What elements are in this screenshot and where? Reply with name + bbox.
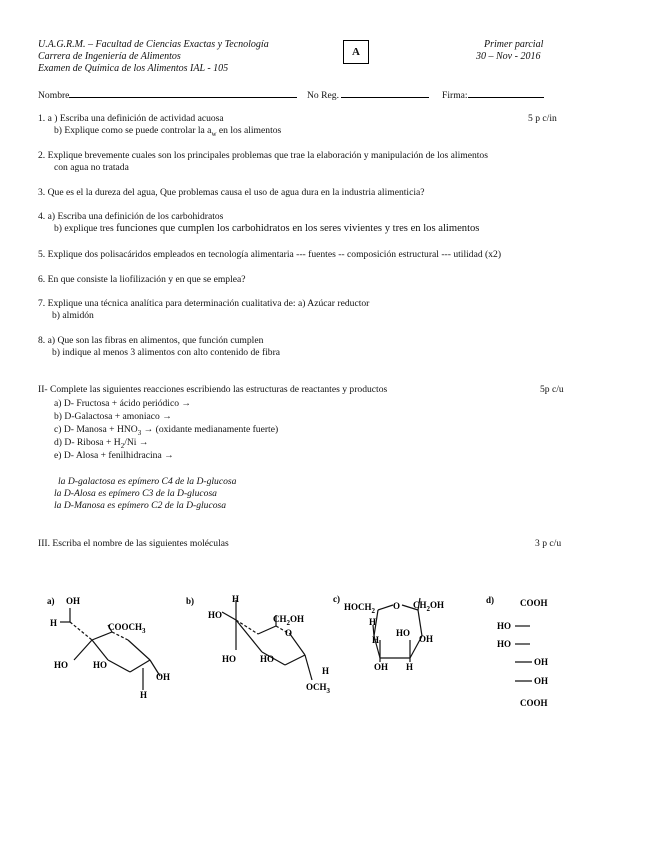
molecule-c-ho: HO [396,628,411,638]
q1a: 1. a ) Escriba una definición de actividad acuosa [38,113,224,124]
molecule-b-och: $OCH_3$ [306,682,331,695]
q5: 5. Explique dos polisacáridos empleados en tecnología alimentaria --- fuentes -- composición estructural --- utilidad (x2) [38,249,502,260]
q4b-text: b) explique tres [54,223,114,234]
molecule-a-ho1: HO [54,660,69,670]
molecule-a-cooch: $COOCH_3$ [108,622,146,635]
molecule-b-ho2: HO [260,654,275,664]
molecule-a-label: a) [47,596,55,606]
molecule-a-oh: OH [156,672,171,682]
reaction-e: e) D- Alosa + fenilhidracina → [54,450,174,461]
molecule-c-oh2: OH [374,662,389,672]
molecule-a-structure [60,608,160,690]
molecule-b-ch2oh: $CH_2OH$ [273,614,305,627]
career-line: Carrera de Ingeniería de Alimentos [38,51,181,62]
reaction-a: a) D- Fructosa + ácido periódico → [54,398,192,409]
q4a: 4. a) Escriba una definición de los carbohidratos [38,211,224,222]
molecule-b-structure [222,600,312,680]
molecule-c-hoch: $HOCH_2$ [344,602,376,615]
note-mannose: la D-Manosa es epímero C2 de la D-glucosa [54,500,227,511]
reaction-c-post: → (oxidante medianamente fuerte) [141,424,279,435]
q1-points: 5 p c/in [528,113,557,124]
molecule-d-r4: OH [534,676,549,686]
section2-title: II- Complete las siguientes reacciones escribiendo las estructuras de reactantes y productos [38,384,388,395]
molecule-d-structure [515,626,532,681]
q3: 3. Que es el la dureza del agua, Que problemas causa el uso de agua dura en la industria alimenticia? [38,187,425,198]
molecule-a-ho2: HO [93,660,108,670]
q2a: 2. Explique brevemente cuales son los principales problemas que trae la elaboración y manipulación de los alimentos [38,150,488,161]
q6: 6. En que consiste la liofilización y en que se emplea? [38,274,246,285]
molecule-c-h3: H [406,662,414,672]
molecule-b-label: b) [186,596,195,606]
molecule-a-h: H [50,618,58,628]
molecule-b-ho-top: HO [208,610,223,620]
reaction-b: b) D-Galactosa + amoniaco → [54,411,172,422]
q4b-large-text: funciones que cumplen los carbohidratos en los seres vivientes y tres en los alimentos [116,223,480,234]
exam-type: Primer parcial [484,39,544,50]
exam-date: 30 – Nov - 2016 [476,51,541,62]
molecule-c-h2: H [372,635,380,645]
molecule-d-r3: OH [534,657,549,667]
molecule-c-o: O [393,601,401,611]
note-galactose: la D-galactosa es epímero C4 de la D-glucosa [58,476,237,487]
molecule-c-h1: H [369,617,377,627]
reaction-c-sub: 3 [137,428,142,437]
q1b-text: b) Explique como se puede controlar la a [54,125,212,136]
reaction-d-sub: 2 [120,441,125,450]
q2b: con agua no tratada [54,162,129,173]
section3-title: III. Escriba el nombre de las siguientes moléculas [38,538,229,549]
reg-label: No Reg. [307,90,339,101]
molecule-c-ch2oh: $CH_2OH$ [413,600,445,613]
name-label: Nombre [38,90,70,101]
q8a: 8. a) Que son las fibras en alimentos, que función cumplen [38,335,264,346]
molecule-d-bottom: COOH [520,698,548,708]
molecule-c-oh1: OH [419,634,434,644]
section2-points: 5p c/u [540,384,564,395]
q1b-end: en los alimentos [216,125,282,136]
molecule-a-oh-top: OH [66,596,81,606]
molecule-b-o: O [285,628,293,638]
note-alose: la D-Alosa es epímero C3 de la D-glucosa [54,488,217,499]
q8b: b) indique al menos 3 alimentos con alto contenido de fibra [52,347,281,358]
section3-points: 3 p c/u [535,538,562,549]
reaction-d-post: /Ni → [124,437,149,448]
molecule-d-r1: HO [497,621,512,631]
exam-version-box: A [343,40,369,64]
q1b-subscript: w [211,129,217,138]
molecule-b-h2: H [322,666,330,676]
molecule-a-h2: H [140,690,148,700]
reaction-d-pre: d) D- Ribosa + H [54,437,121,448]
molecule-d-top: COOH [520,598,548,608]
reaction-c-pre: c) D- Manosa + HNO [54,424,138,435]
molecule-b-ho1: HO [222,654,237,664]
sign-label: Firma: [442,90,468,101]
molecule-d-r2: HO [497,639,512,649]
q7a: 7. Explique una técnica analítica para determinación cualitativa de: a) Azúcar reductor [38,298,370,309]
exam-line: Examen de Química de los Alimentos IAL - 105 [38,63,229,74]
molecule-b-h: H [232,594,240,604]
institution-line: U.A.G.R.M. – Facultad de Ciencias Exactas y Tecnología [38,39,269,50]
q7b: b) almidón [52,310,94,321]
molecule-c-label: c) [333,594,340,604]
molecule-d-label: d) [486,595,495,605]
